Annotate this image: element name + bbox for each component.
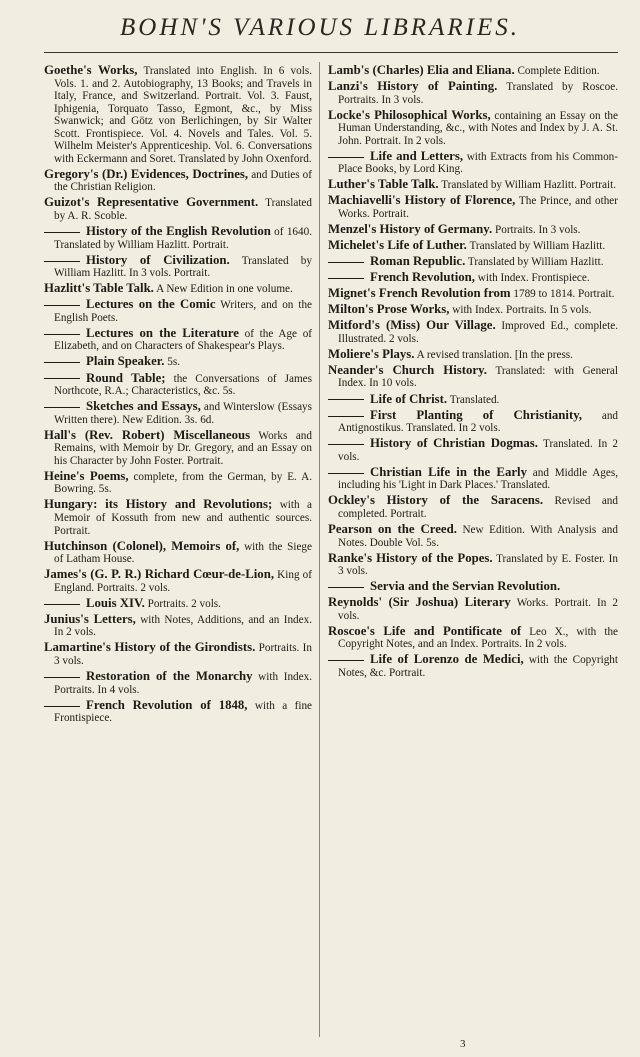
- entry-title: Hungary: its History and Revolutions;: [44, 497, 273, 512]
- entry-text: with a Memoir of Kossuth from new and authentic sources. Portrait.: [54, 499, 313, 537]
- entry-text: with Extracts from his Common-Place Books, by Lord King.: [338, 150, 619, 176]
- entry-text: Portraits. 2 vols.: [147, 597, 221, 610]
- entry-title: Mitford's (Miss) Our Village.: [328, 318, 496, 333]
- catalogue-entry: [44, 372, 312, 398]
- running-header: BOHN'S VARIOUS LIBRARIES.: [120, 14, 520, 41]
- catalogue-entry: [328, 271, 618, 285]
- catalogue-entry: [44, 196, 312, 222]
- entry-text: of the Age of Elizabeth, and on Characters of Shakespear's Plays.: [54, 327, 313, 353]
- entry-text: with Index. Portraits. In 5 vols.: [452, 304, 592, 317]
- entry-title: Goethe's Works,: [44, 63, 138, 77]
- entry-text: Translated by E. Foster. In 3 vols.: [338, 552, 618, 578]
- entry-title: Life and Letters,: [370, 148, 464, 163]
- entry-title: Sketches and Essays,: [86, 399, 201, 414]
- ditto-dash: [44, 604, 80, 605]
- entry-text: of 1640. Translated by William Hazlitt. Portrait.: [54, 226, 312, 251]
- entry-text: Translated by William Hazlitt. Portrait.: [441, 179, 617, 192]
- catalogue-entry: [44, 355, 312, 369]
- catalogue-entry: [328, 348, 618, 362]
- catalogue-entry: [328, 653, 618, 679]
- catalogue-entry: [328, 194, 618, 220]
- entry-title: History of Christian Dogmas.: [370, 436, 538, 451]
- catalogue-entry: [328, 239, 618, 253]
- catalogue-entry: [44, 597, 312, 611]
- entry-title: Louis XIV.: [86, 595, 145, 610]
- catalogue-entry: [328, 596, 618, 622]
- entry-text: Works and Remains, with Memoir by Dr. Gregory, and an Essay on his Character by John Foster. Portrait.: [54, 429, 312, 467]
- entry-title: Milton's Prose Works,: [328, 302, 450, 317]
- ditto-dash: [328, 444, 364, 445]
- catalogue-entry: [328, 393, 618, 407]
- entry-title: Gregory's (Dr.) Evidences, Doctrines,: [44, 166, 249, 181]
- ditto-dash: [328, 587, 364, 588]
- entry-title: Mignet's French Revolution from: [328, 286, 511, 301]
- catalogue-entry: [44, 540, 312, 566]
- entry-title: Lamartine's History of the Girondists.: [44, 640, 256, 655]
- catalogue-entry: [328, 303, 618, 317]
- entry-text: and Duties of the Christian Religion.: [54, 168, 313, 194]
- ditto-dash: [328, 278, 364, 279]
- entry-title: History of Civilization.: [86, 252, 230, 267]
- entry-text: Writers, and on the English Poets.: [54, 299, 313, 324]
- ditto-dash: [328, 473, 364, 474]
- entry-title: Life of Christ.: [370, 391, 448, 406]
- entry-title: Roscoe's Life and Pontificate of: [328, 623, 522, 638]
- entry-title: Hazlitt's Table Talk.: [44, 281, 154, 296]
- catalogue-entry: [328, 523, 618, 549]
- entry-title: Reynolds' (Sir Joshua) Literary: [328, 595, 511, 610]
- left-column: [44, 64, 312, 727]
- entry-title: Moliere's Plays.: [328, 346, 415, 361]
- entry-title: Lamb's (Charles) Elia and Eliana.: [328, 63, 515, 77]
- ditto-dash: [328, 262, 364, 263]
- ditto-dash: [328, 399, 364, 400]
- entry-text: Translated by A. R. Scoble.: [54, 197, 312, 223]
- entry-text: Complete Edition.: [517, 65, 600, 77]
- ditto-dash: [44, 334, 80, 335]
- entry-text: Translated.: [449, 393, 500, 406]
- entry-title: Junius's Letters,: [44, 611, 136, 626]
- entry-title: Locke's Philosophical Works,: [328, 107, 491, 122]
- entry-title: Hutchinson (Colonel), Memoirs of,: [44, 538, 240, 553]
- entry-title: First Planting of Christianity,: [370, 407, 583, 422]
- catalogue-entry: [44, 699, 312, 725]
- entry-text: containing an Essay on the Human Understanding, &c., with Notes and Index by J. A. St. John. Portrait. In 2 vols.: [338, 109, 618, 147]
- catalogue-entry: [44, 327, 312, 353]
- catalogue-entry: [44, 400, 312, 426]
- entry-text: New Edition. With Analysis and Notes. Double Vol. 5s.: [338, 523, 618, 549]
- entry-title: Plain Speaker.: [86, 354, 165, 369]
- catalogue-entry: [328, 80, 618, 106]
- entry-text: Revised and completed. Portrait.: [338, 495, 618, 520]
- entry-text: King of England. Portraits. 2 vols.: [54, 569, 313, 594]
- entry-title: French Revolution,: [370, 270, 475, 285]
- entry-text: The Prince, and other Works. Portrait.: [338, 195, 618, 220]
- catalogue-entry: [328, 409, 618, 435]
- entry-title: Neander's Church History.: [328, 362, 487, 377]
- catalogue-entry: [328, 255, 618, 269]
- catalogue-entry: [44, 168, 312, 194]
- catalogue-entry: [328, 364, 618, 390]
- ditto-dash: [44, 378, 80, 379]
- entry-text: Translated by William Hazlitt.: [467, 256, 604, 269]
- entry-title: Round Table;: [86, 370, 166, 385]
- catalogue-entry: [328, 437, 618, 463]
- catalogue-entry: [44, 641, 312, 667]
- entry-text: with Index. Frontispiece.: [477, 272, 590, 285]
- entry-title: Machiavelli's History of Florence,: [328, 193, 516, 208]
- entry-text: Translated: with General Index. In 10 vols.: [338, 364, 618, 390]
- entry-text: Translated into English. In 6 vols. Vols. 1. and 2. Autobiography, 13 Books; and Travels in Italy, France, and Switzerland. Portrait. Vol. 3. Faust, Iphigenia, Torquato Tasso, Egmont, &c., by Miss Swanwick; and Götz von Berlichingen, by Sir Walter Scott. Frontispiece. Vol. 4. Novels and Tales. Vol. 5. Wilhelm Meister's Apprenticeship. Vol. 6. Conversations with Eckermann and Soret. Translated by John Oxenford.: [54, 65, 312, 165]
- catalogue-entry: [328, 319, 618, 345]
- entry-text: the Conversations of James Northcote, R.A.; Characteristics, &c. 5s.: [54, 372, 312, 398]
- catalogue-entry: [328, 494, 618, 520]
- catalogue-entry: [44, 298, 312, 324]
- catalogue-entry: [44, 670, 312, 696]
- catalogue-entry: [328, 580, 618, 594]
- entry-text: with the Siege of Latham House.: [54, 540, 312, 566]
- entry-text: with Index. Portraits. In 4 vols.: [54, 671, 312, 696]
- catalogue-entry: [44, 470, 312, 496]
- entry-title: Ockley's History of the Saracens.: [328, 493, 544, 508]
- ditto-dash: [44, 261, 80, 262]
- catalogue-entry: [328, 223, 618, 237]
- right-column: [328, 64, 618, 682]
- entry-title: Life of Lorenzo de Medici,: [370, 652, 524, 667]
- entry-title: Lanzi's History of Painting.: [328, 79, 498, 94]
- entry-title: Lectures on the Literature: [86, 325, 239, 340]
- entry-title: Michelet's Life of Luther.: [328, 238, 467, 253]
- catalogue-entry: [328, 150, 618, 176]
- catalogue-entry: [328, 178, 618, 192]
- entry-text: Leo X., with the Copyright Notes, and an Index. Portraits. In 2 vols.: [338, 625, 619, 651]
- ditto-dash: [44, 305, 80, 306]
- entry-title: Restoration of the Monarchy: [86, 669, 253, 684]
- entry-title: Roman Republic.: [370, 254, 466, 269]
- entry-text: Translated by William Hazlitt.: [469, 240, 606, 253]
- entry-text: Improved Ed., complete. Illustrated. 2 vols.: [338, 320, 618, 345]
- entry-text: and Antignostikus. Translated. In 2 vols.: [338, 409, 619, 435]
- entry-title: Christian Life in the Early: [370, 464, 527, 479]
- catalogue-entry: [328, 109, 618, 148]
- entry-text: Portraits. In 3 vols.: [54, 642, 313, 667]
- catalogue-entry: [44, 64, 312, 165]
- catalogue-entry: [328, 552, 618, 578]
- entry-text: Translated by William Hazlitt. In 3 vols. Portrait.: [54, 254, 312, 280]
- entry-title: James's (G. P. R.) Richard Cœur-de-Lion,: [44, 567, 275, 582]
- entry-title: French Revolution of 1848,: [86, 697, 248, 712]
- entry-title: Menzel's History of Germany.: [328, 222, 493, 237]
- ditto-dash: [44, 706, 80, 707]
- ditto-dash: [328, 416, 364, 417]
- entry-text: 5s.: [167, 356, 181, 369]
- ditto-dash: [44, 407, 80, 408]
- ditto-dash: [44, 362, 80, 363]
- entry-title: Servia and the Servian Revolution.: [370, 579, 561, 594]
- column-divider: [319, 62, 320, 1037]
- entry-title: Guizot's Representative Government.: [44, 195, 259, 210]
- entry-text: Translated by Roscoe. Portraits. In 3 vols.: [338, 81, 618, 106]
- catalogue-entry: [44, 254, 312, 280]
- entry-text: with the Copyright Notes, &c. Portrait.: [338, 654, 618, 679]
- catalogue-entry: [44, 282, 312, 296]
- entry-title: Heine's Poems,: [44, 468, 129, 483]
- catalogue-entry: [44, 613, 312, 639]
- entry-text: and Winterslow (Essays Written there). New Edition. 3s. 6d.: [54, 401, 313, 426]
- catalogue-entry: [328, 287, 618, 301]
- entry-title: Luther's Table Talk.: [328, 177, 439, 192]
- entry-text: with Notes, Additions, and an Index. In 2 vols.: [54, 613, 312, 639]
- ditto-dash: [44, 677, 80, 678]
- ditto-dash: [328, 157, 364, 158]
- catalogue-entry: [44, 225, 312, 251]
- entry-title: Lectures on the Comic: [86, 297, 216, 312]
- entry-text: 1789 to 1814. Portrait.: [513, 288, 615, 301]
- entry-title: History of the English Revolution: [86, 224, 271, 239]
- entry-text: Works. Portrait. In 2 vols.: [338, 597, 618, 622]
- catalogue-entry: [328, 625, 618, 651]
- ditto-dash: [44, 232, 80, 233]
- entry-title: Hall's (Rev. Robert) Miscellaneous: [44, 427, 251, 442]
- entry-text: complete, from the German, by E. A. Bowring. 5s.: [54, 470, 312, 496]
- catalogue-entry: [44, 568, 312, 594]
- entry-text: with a fine Frontispiece.: [54, 699, 313, 725]
- entry-title: Pearson on the Creed.: [328, 521, 457, 536]
- entry-text: Translated. In 2 vols.: [338, 438, 618, 463]
- entry-title: Ranke's History of the Popes.: [328, 550, 493, 565]
- entry-text: and Middle Ages, including his 'Light in Dark Places.' Translated.: [338, 466, 618, 492]
- entry-text: A revised translation. [In the press.: [416, 348, 573, 361]
- header-rule: [44, 52, 618, 53]
- entry-text: Portraits. In 3 vols.: [495, 224, 581, 237]
- catalogue-entry: [44, 498, 312, 537]
- ditto-dash: [328, 660, 364, 661]
- catalogue-entry: [44, 429, 312, 468]
- page-number: 3: [460, 1038, 466, 1050]
- entry-text: A New Edition in one volume.: [156, 283, 293, 296]
- catalogue-entry: [328, 64, 618, 78]
- catalogue-entry: [328, 466, 618, 492]
